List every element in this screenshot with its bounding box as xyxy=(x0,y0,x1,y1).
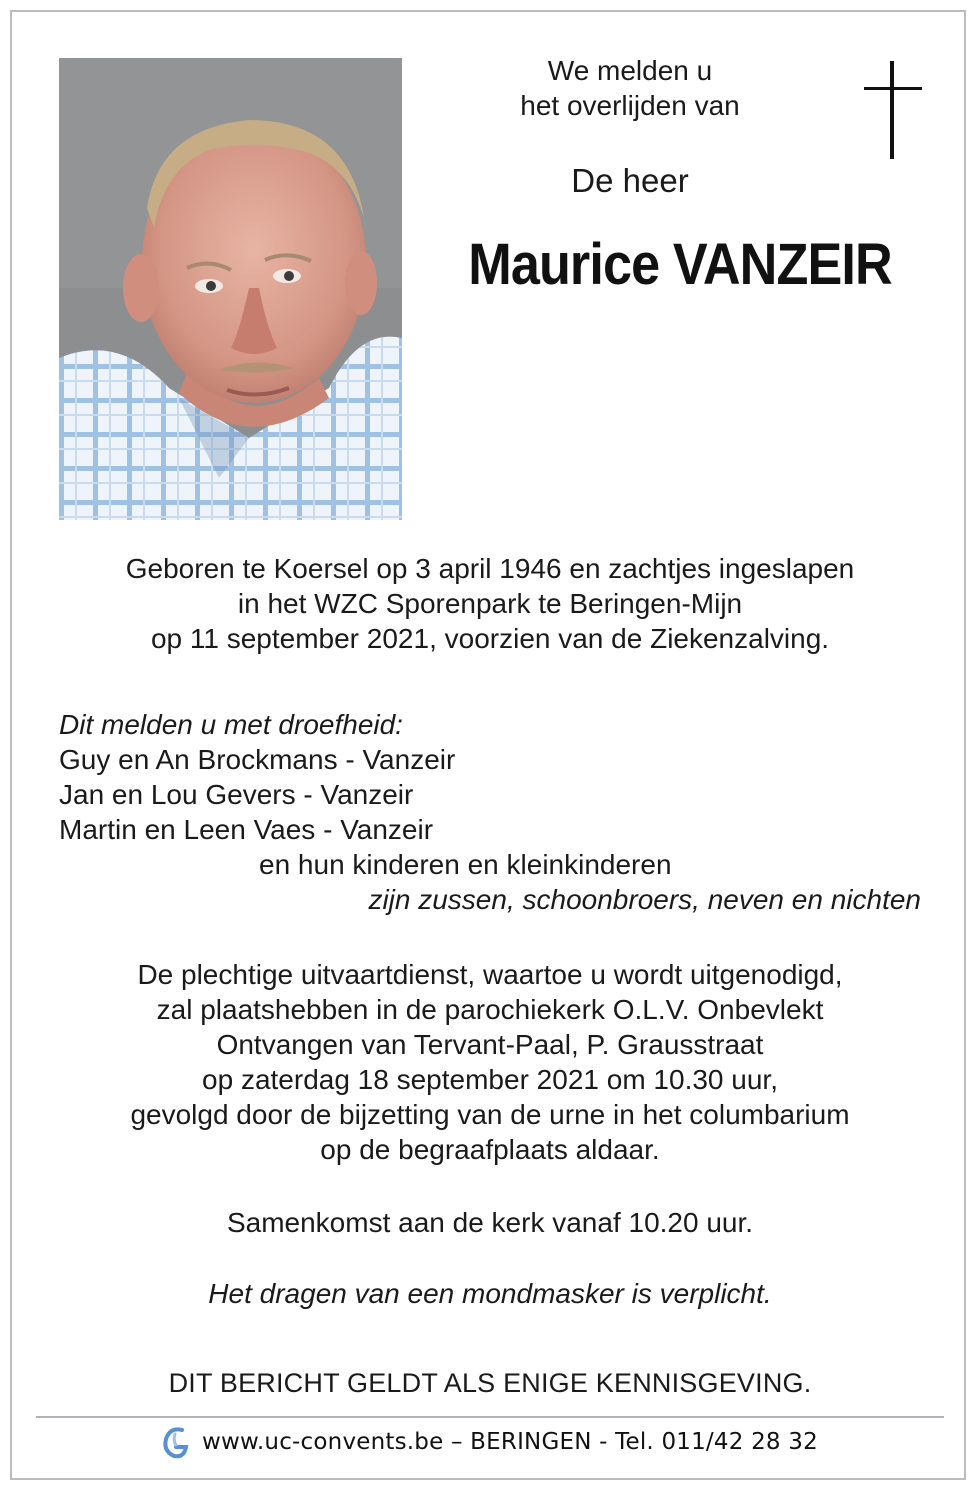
mask-notice: Het dragen van een mondmasker is verplicht. xyxy=(208,1278,772,1309)
children-line: en hun kinderen en kleinkinderen xyxy=(259,849,672,880)
mourner-name: Martin en Leen Vaes - Vanzeir xyxy=(59,814,434,845)
paragraph-line: op zaterdag 18 september 2021 om 10.30 uur, xyxy=(202,1064,778,1095)
paragraph-line: zal plaatshebben in de parochiekerk O.L.V. Onbevlekt xyxy=(156,994,824,1025)
paragraph-line: gevolgd door de bijzetting van de urne in het columbarium xyxy=(130,1099,850,1130)
deceased-name: Maurice VANZEIR xyxy=(468,232,892,297)
paragraph-line: Geboren te Koersel op 3 april 1946 en zachtjes ingeslapen xyxy=(125,553,855,584)
paragraph-line: in het WZC Sporenpark te Beringen-Mijn xyxy=(237,588,743,619)
honorific: De heer xyxy=(571,162,689,199)
footer xyxy=(160,1424,840,1460)
paragraph-line: op 11 september 2021, voorzien van de Ziekenzalving. xyxy=(150,623,830,654)
paragraph-line: op de begraafplaats aldaar. xyxy=(320,1134,660,1165)
cross-icon xyxy=(864,61,922,159)
mourners-heading: Dit melden u met droefheid: xyxy=(59,709,403,740)
funeral-home-logo-icon xyxy=(160,1425,190,1459)
service-paragraph xyxy=(40,957,940,1167)
paragraph-line: Ontvangen van Tervant-Paal, P. Grausstraat xyxy=(216,1029,764,1060)
gathering-line: Samenkomst aan de kerk vanaf 10.20 uur. xyxy=(226,1207,754,1238)
mourner-name: Guy en An Brockmans - Vanzeir xyxy=(59,744,456,775)
footer-divider xyxy=(36,1416,944,1418)
footer-contact: www.uc-convents.be – BERINGEN - Tel. 011/42 28 32 xyxy=(202,1429,818,1455)
portrait-photo xyxy=(59,58,402,520)
birth-death-paragraph xyxy=(40,551,940,656)
official-notice: DIT BERICHT GELDT ALS ENIGE KENNISGEVING. xyxy=(168,1368,812,1398)
mourner-name: Jan en Lou Gevers - Vanzeir xyxy=(59,779,414,810)
paragraph-line: De plechtige uitvaartdienst, waartoe u wordt uitgenodigd, xyxy=(137,959,843,990)
relatives-line: zijn zussen, schoonbroers, neven en nichten xyxy=(368,884,921,915)
intro-line-2: het overlijden van xyxy=(520,90,740,121)
intro-line-1: We melden u xyxy=(547,55,713,86)
mourners-block xyxy=(59,707,939,917)
